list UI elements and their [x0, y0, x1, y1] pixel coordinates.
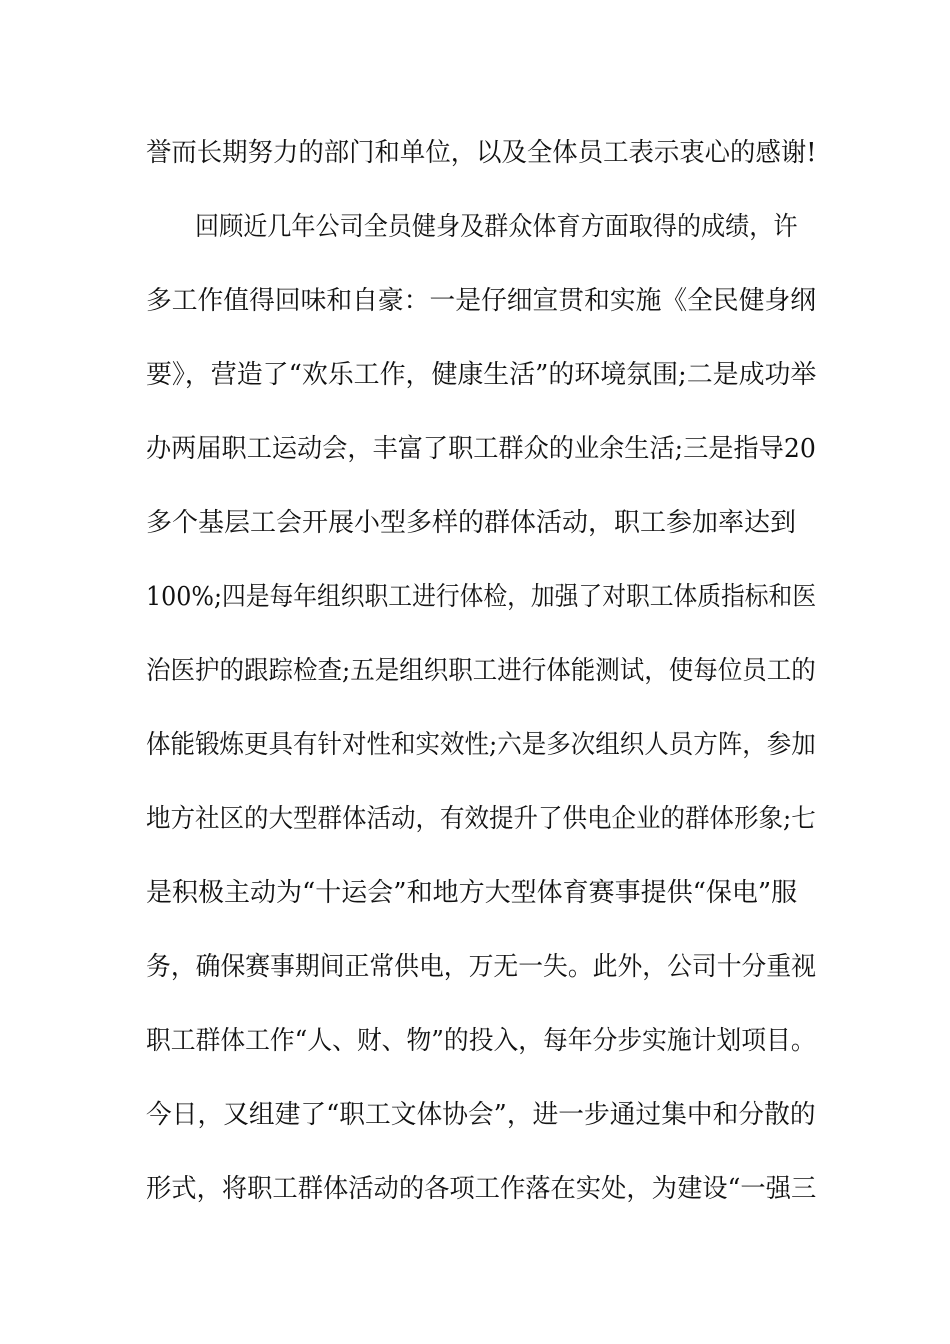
text-line: 形式，将职工群体活动的各项工作落在实处，为建设“一强三	[146, 1174, 817, 1204]
text-line: 办两届职工运动会，丰富了职工群众的业余生活;三是指导20	[146, 434, 816, 464]
text-line: 职工群体工作“人、财、物”的投入，每年分步实施计划项目。	[146, 1026, 816, 1056]
text-line: 多个基层工会开展小型多样的群体活动，职工参加率达到	[146, 508, 797, 538]
text-line: 是积极主动为“十运会”和地方大型体育赛事提供“保电”服	[146, 878, 798, 908]
text-line: 要》，营造了“欢乐工作，健康生活”的环境氛围;二是成功举	[146, 360, 817, 390]
text-line: 今日，又组建了“职工文体协会”，进一步通过集中和分散的	[146, 1100, 816, 1130]
text-line: 治医护的跟踪检查;五是组织职工进行体能测试，使每位员工的	[146, 656, 816, 686]
text-line: 体能锻炼更具有针对性和实效性;六是多次组织人员方阵，参加	[146, 730, 816, 760]
text-line: 100%;四是每年组织职工进行体检，加强了对职工体质指标和医	[146, 582, 817, 612]
text-line: 地方社区的大型群体活动，有效提升了供电企业的群体形象;七	[146, 804, 816, 834]
text-line: 誉而长期努力的部门和单位，以及全体员工表示衷心的感谢!	[146, 138, 817, 168]
text-line: 多工作值得回味和自豪：一是仔细宣贯和实施《全民健身纲	[146, 286, 817, 316]
paragraph-first-line: 回顾近几年公司全员健身及群众体育方面取得的成绩，许	[195, 212, 798, 242]
text-line: 务，确保赛事期间正常供电，万无一失。此外，公司十分重视	[146, 952, 817, 982]
